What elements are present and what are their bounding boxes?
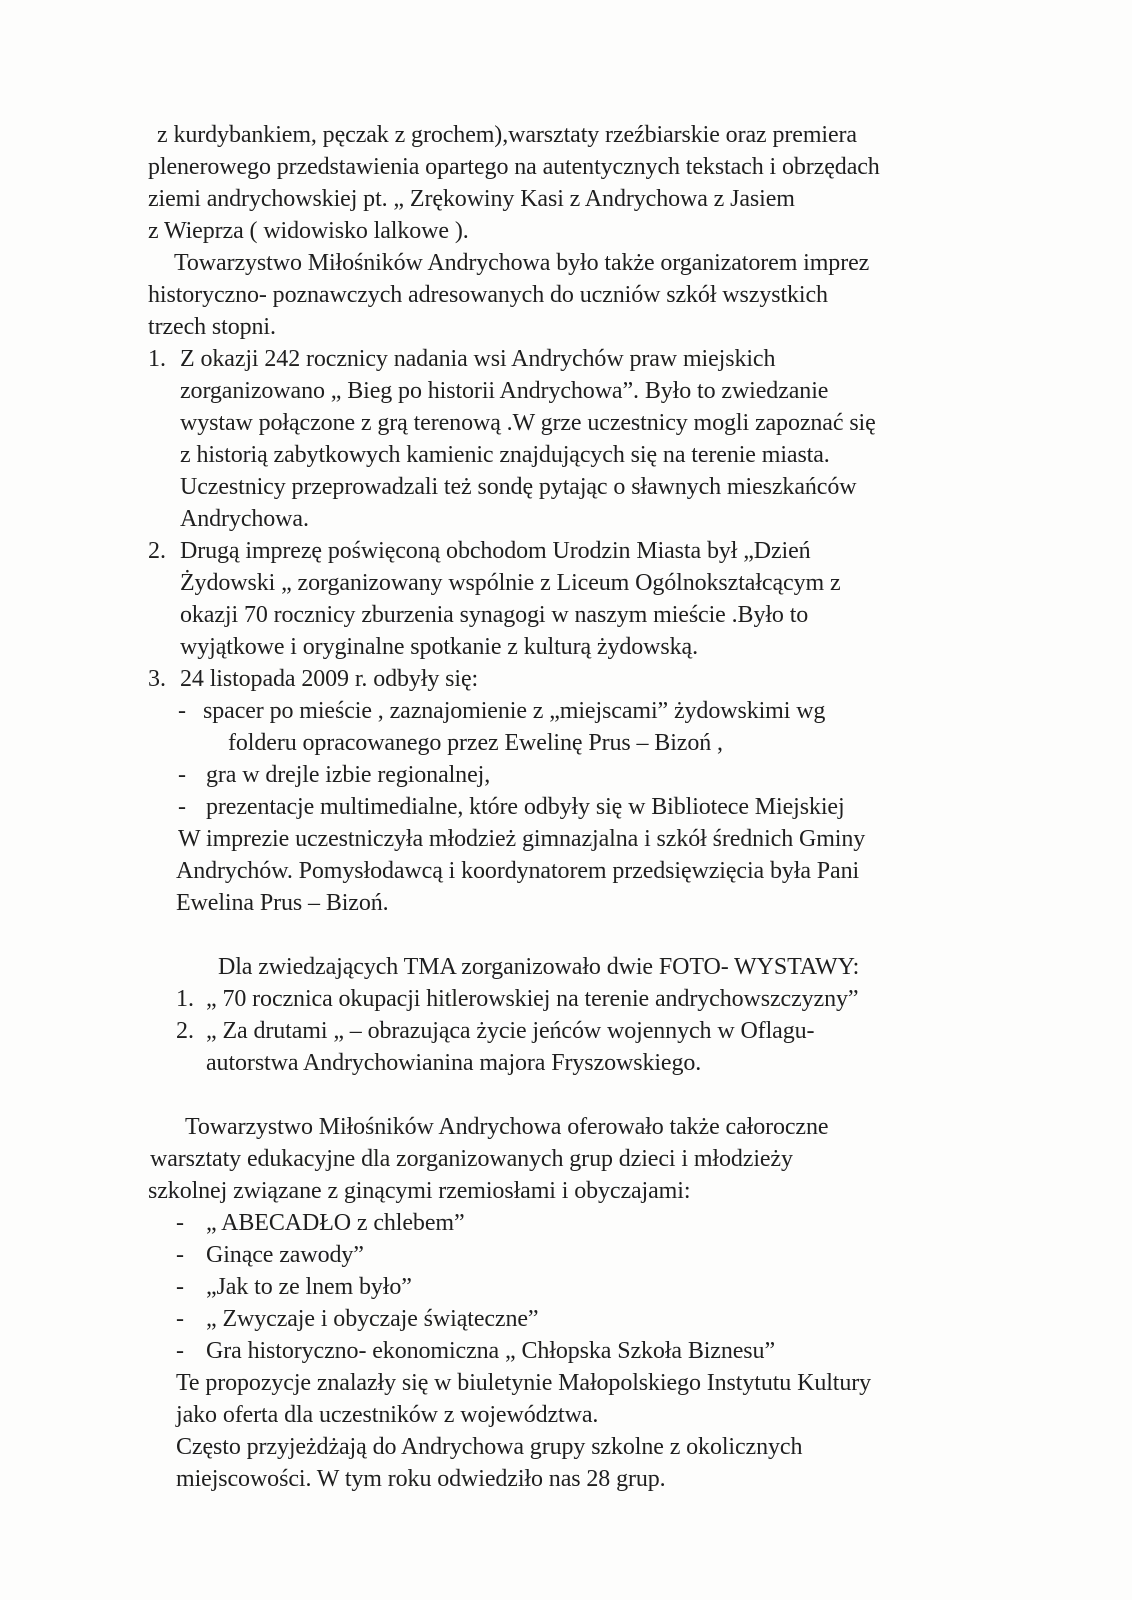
workshops-closing-line-3: Często przyjeżdżają do Andrychowa grupy szkolne z okolicznych (176, 1434, 803, 1460)
event-2-line-2: Żydowski „ zorganizowany wspólnie z Liceum Ogólnokształcącym z (180, 570, 841, 596)
event-1-line-3: wystaw połączone z grą terenową .W grze uczestnicy mogli zapoznać się (180, 410, 876, 436)
event-3-number: 3. (148, 666, 166, 692)
event-3-bullet-1-line-1: spacer po mieście , zaznajomienie z „miejscami” żydowskimi wg (203, 698, 826, 724)
event-3-summary-line-2: Andrychów. Pomysłodawcą i koordynatorem przedsięwzięcia była Pani (176, 858, 860, 884)
workshop-2-dash: - (176, 1242, 184, 1268)
event-3-bullet-2-dash: - (178, 762, 186, 788)
event-1-line-1: Z okazji 242 rocznicy nadania wsi Andrychów praw miejskich (180, 346, 776, 372)
event-2-line-4: wyjątkowe i oryginalne spotkanie z kulturą żydowską. (180, 634, 698, 660)
exhibition-1-number: 1. (176, 986, 194, 1012)
paragraph-2-line-2: historyczno- poznawczych adresowanych do uczniów szkół wszystkich (148, 282, 828, 308)
workshops-intro-line-1: Towarzystwo Miłośników Andrychowa oferowało także całoroczne (185, 1114, 829, 1140)
event-1-line-2: zorganizowano „ Bieg po historii Andrychowa”. Było to zwiedzanie (180, 378, 829, 404)
event-3-bullet-2-line-1: gra w drejle izbie regionalnej, (206, 762, 491, 788)
workshop-3-text: „Jak to ze lnem było” (206, 1274, 412, 1300)
workshop-5-dash: - (176, 1338, 184, 1364)
paragraph-1-line-4: z Wieprza ( widowisko lalkowe ). (148, 218, 469, 244)
event-3-line-1: 24 listopada 2009 r. odbyły się: (180, 666, 479, 692)
event-3-bullet-1-dash: - (178, 698, 186, 724)
exhibition-2-number: 2. (176, 1018, 194, 1044)
workshop-1-dash: - (176, 1210, 184, 1236)
event-2-number: 2. (148, 538, 166, 564)
workshops-closing-line-1: Te propozycje znalazły się w biuletynie Małopolskiego Instytutu Kultury (176, 1370, 872, 1396)
event-1-line-5: Uczestnicy przeprowadzali też sondę pytając o sławnych mieszkańców (180, 474, 857, 500)
exhibition-2-line-2: autorstwa Andrychowianina majora Fryszowskiego. (206, 1050, 702, 1076)
event-3-summary-line-1: W imprezie uczestniczyła młodzież gimnazjalna i szkół średnich Gminy (178, 826, 866, 852)
workshops-intro-line-2: warsztaty edukacyjne dla zorganizowanych grup dzieci i młodzieży (150, 1146, 793, 1172)
paragraph-2-line-3: trzech stopni. (148, 314, 276, 340)
event-3-bullet-3-line-1: prezentacje multimedialne, które odbyły się w Bibliotece Miejskiej (206, 794, 845, 820)
workshop-5-text: Gra historyczno- ekonomiczna „ Chłopska Szkoła Biznesu” (206, 1338, 776, 1364)
paragraph-1-line-3: ziemi andrychowskiej pt. „ Zrękowiny Kasi z Andrychowa z Jasiem (148, 186, 795, 212)
exhibition-1-line-1: „ 70 rocznica okupacji hitlerowskiej na terenie andrychowszczyzny” (206, 986, 859, 1012)
paragraph-1-line-1: z kurdybankiem, pęczak z grochem),warsztaty rzeźbiarskie oraz premiera (157, 122, 857, 148)
workshop-1-text: „ ABECADŁO z chlebem” (206, 1210, 465, 1236)
event-1-line-6: Andrychowa. (180, 506, 309, 532)
workshop-2-text: Ginące zawody” (206, 1242, 364, 1268)
workshops-intro-line-3: szkolnej związane z ginącymi rzemiosłami i obyczajami: (148, 1178, 691, 1204)
workshop-3-dash: - (176, 1274, 184, 1300)
event-3-bullet-1-line-2: folderu opracowanego przez Ewelinę Prus – Bizoń , (228, 730, 723, 756)
event-1-line-4: z historią zabytkowych kamienic znajdujących się na terenie miasta. (180, 442, 830, 468)
workshop-4-dash: - (176, 1306, 184, 1332)
event-3-summary-line-3: Ewelina Prus – Bizoń. (176, 890, 389, 916)
exhibitions-intro: Dla zwiedzających TMA zorganizowało dwie FOTO- WYSTAWY: (218, 954, 860, 980)
event-3-bullet-3-dash: - (178, 794, 186, 820)
workshops-closing-line-4: miejscowości. W tym roku odwiedziło nas 28 grup. (176, 1466, 666, 1492)
paragraph-2-line-1: Towarzystwo Miłośników Andrychowa było także organizatorem imprez (174, 250, 870, 276)
event-1-number: 1. (148, 346, 166, 372)
event-2-line-1: Drugą imprezę poświęconą obchodom Urodzin Miasta był „Dzień (180, 538, 811, 564)
paragraph-1-line-2: plenerowego przedstawienia opartego na autentycznych tekstach i obrzędach (148, 154, 880, 180)
workshop-4-text: „ Zwyczaje i obyczaje świąteczne” (206, 1306, 539, 1332)
workshops-closing-line-2: jako oferta dla uczestników z województwa. (176, 1402, 599, 1428)
exhibition-2-line-1: „ Za drutami „ – obrazująca życie jeńców wojennych w Oflagu- (206, 1018, 815, 1044)
event-2-line-3: okazji 70 rocznicy zburzenia synagogi w naszym mieście .Było to (180, 602, 809, 628)
